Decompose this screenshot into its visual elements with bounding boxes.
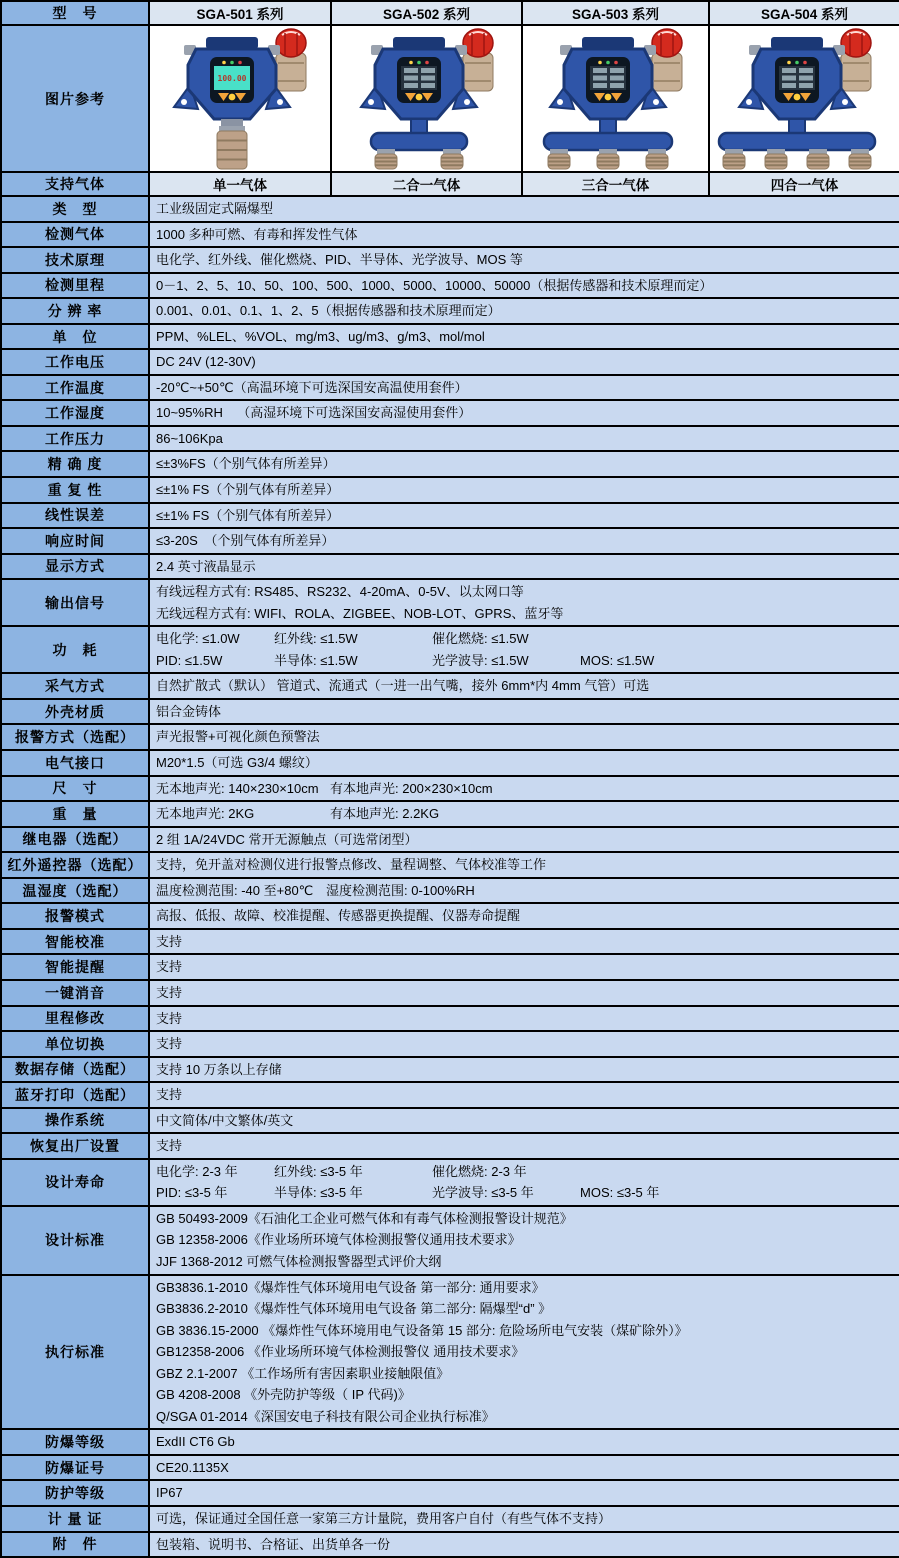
spec-row-unit (1, 324, 899, 350)
row-value-response-time: ≤3-20S （个别气体有所差异） (149, 528, 899, 554)
spec-row-dimensions (1, 776, 899, 802)
spec-row-output-signal (1, 579, 899, 626)
gas-type-4in1: 四合一气体 (709, 172, 899, 196)
row-label-metrology-cert: 计 量 证 (1, 1506, 149, 1532)
row-label-ir-remote-optional: 红外遥控器（选配） (1, 852, 149, 878)
row-value-execution-standards: GB3836.1-2010《爆炸性气体环境用电气设备 第一部分: 通用要求》 GB3836.2-2010《爆炸性气体环境用电气设备 第二部分: 隔爆型“d” 》 GB 3836.15-2000 《爆炸性气体环境用电气设备第 15 部分: 危险场所电气安装（煤矿除外）》 GB12358-2006 《作业场所环境气体检测报警仪 通用技术要求》 GBZ 2.1-2007 《工作场所有害因素职业接触限值》 GB 4208-2008 《外壳防护等级（ IP 代码)》 Q/SGA 01-2014《深国安电子科技有限公司企业执行标准》 (149, 1275, 899, 1430)
row-value-ir-remote-optional: 支持，免开盖对检测仪进行报警点修改、量程调整、气体校准等工作 (149, 852, 899, 878)
spec-row-principle (1, 247, 899, 273)
row-label-unit-switch: 单位切换 (1, 1031, 149, 1057)
row-value-accessories: 包装箱、说明书、合格证、出货单各一份 (149, 1532, 899, 1558)
row-value-explosion-proof-grade: ExdII CT6 Gb (149, 1429, 899, 1455)
row-value-display: 2.4 英寸液晶显示 (149, 554, 899, 580)
spec-row-smart-calibration (1, 929, 899, 955)
row-value-range: 0－1、2、5、10、50、100、500、1000、5000、10000、50000（根据传感器和技术原理而定） (149, 273, 899, 299)
row-label-range-modify: 里程修改 (1, 1006, 149, 1032)
row-label-factory-reset: 恢复出厂设置 (1, 1133, 149, 1159)
row-label-protection-grade: 防护等级 (1, 1480, 149, 1506)
spec-row-alarm-mode-optional (1, 724, 899, 750)
device-image-sga-503 (528, 27, 704, 170)
row-value-dimensions: 无本地声光: 140×230×10cm 有本地声光: 200×230×10cm (149, 776, 899, 802)
spec-row-accessories (1, 1532, 899, 1558)
row-value-pressure: 86~106Kpa (149, 426, 899, 452)
device-cell-sga-502 (331, 25, 522, 172)
row-label-design-standards: 设计标准 (1, 1206, 149, 1275)
spec-row-execution-standards (1, 1275, 899, 1430)
row-value-humidity: 10~95%RH （高湿环境下可选深国安高湿使用套件） (149, 400, 899, 426)
row-value-resolution: 0.001、0.01、0.1、1、2、5（根据传感器和技术原理而定） (149, 298, 899, 324)
spec-row-data-storage-optional (1, 1057, 899, 1083)
top-rows (1, 1, 899, 196)
row-value-one-key-mute: 支持 (149, 980, 899, 1006)
row-label-repeatability: 重 复 性 (1, 477, 149, 503)
row-label-weight: 重 量 (1, 801, 149, 827)
gas-type-2in1: 二合一气体 (331, 172, 522, 196)
device-cell-sga-503 (522, 25, 709, 172)
spec-row-weight (1, 801, 899, 827)
spec-row-relay-optional (1, 827, 899, 853)
row-label-range: 检测里程 (1, 273, 149, 299)
device-image-sga-504 (717, 27, 893, 170)
image-row (1, 25, 899, 172)
row-label-accessories: 附 件 (1, 1532, 149, 1558)
row-label-gas: 支持气体 (1, 172, 149, 196)
row-value-unit: PPM、%LEL、%VOL、mg/m3、ug/m3、g/m3、mol/mol (149, 324, 899, 350)
spec-row-housing (1, 699, 899, 725)
row-value-smart-reminder: 支持 (149, 954, 899, 980)
row-value-temperature: -20℃~+50℃（高温环境下可选深国安高温使用套件） (149, 375, 899, 401)
row-value-alarm-modes: 高报、低报、故障、校准提醒、传感器更换提醒、仪器寿命提醒 (149, 903, 899, 929)
spec-row-ir-remote-optional (1, 852, 899, 878)
device-cell-sga-501 (149, 25, 331, 172)
gas-row (1, 172, 899, 196)
row-label-alarm-modes: 报警模式 (1, 903, 149, 929)
svg-text:100.00: 100.00 (217, 74, 247, 83)
row-value-sampling: 自然扩散式（默认） 管道式、流通式（一进一出气嘴，接外 6mm*内 4mm 气管）可选 (149, 673, 899, 699)
model-sga-501: SGA-501 系列 (149, 1, 331, 25)
row-value-factory-reset: 支持 (149, 1133, 899, 1159)
row-label-image: 图片参考 (1, 25, 149, 172)
row-label-unit: 单 位 (1, 324, 149, 350)
device-image-sga-501 (152, 27, 328, 170)
row-value-output-signal: 有线远程方式有: RS485、RS232、4-20mA、0-5V、以太网口等 无线远程方式有: WIFI、ROLA、ZIGBEE、NOB-LOT、GPRS、蓝牙等 (149, 579, 899, 626)
gas-type-3in1: 三合一气体 (522, 172, 709, 196)
row-value-weight: 无本地声光: 2KG 有本地声光: 2.2KG (149, 801, 899, 827)
row-label-voltage: 工作电压 (1, 349, 149, 375)
row-label-response-time: 响应时间 (1, 528, 149, 554)
model-sga-503: SGA-503 系列 (522, 1, 709, 25)
row-value-explosion-proof-cert: CE20.1135X (149, 1455, 899, 1481)
spec-row-smart-reminder (1, 954, 899, 980)
row-label-power-consumption: 功 耗 (1, 626, 149, 673)
row-value-bluetooth-print-optional: 支持 (149, 1082, 899, 1108)
row-label-sampling: 采气方式 (1, 673, 149, 699)
row-label-model: 型 号 (1, 1, 149, 25)
spec-row-factory-reset (1, 1133, 899, 1159)
spec-row-detect-gas (1, 222, 899, 248)
spec-row-voltage (1, 349, 899, 375)
row-value-housing: 铝合金铸体 (149, 699, 899, 725)
row-label-explosion-proof-grade: 防爆等级 (1, 1429, 149, 1455)
row-label-principle: 技术原理 (1, 247, 149, 273)
spec-row-unit-switch (1, 1031, 899, 1057)
spec-row-response-time (1, 528, 899, 554)
spec-row-alarm-modes (1, 903, 899, 929)
row-label-one-key-mute: 一键消音 (1, 980, 149, 1006)
spec-row-pressure (1, 426, 899, 452)
row-label-temp-humidity-optional: 温湿度（选配） (1, 878, 149, 904)
row-value-metrology-cert: 可选，保证通过全国任意一家第三方计量院，费用客户自付（有些气体不支持） (149, 1506, 899, 1532)
row-value-design-life: 电化学: 2-3 年 红外线: ≤3-5 年 催化燃烧: 2-3 年 PID: ≤3-5 年 半导体: ≤3-5 年 光学波导: ≤3-5 年 MOS: ≤3-5 年 (149, 1159, 899, 1206)
spec-row-metrology-cert (1, 1506, 899, 1532)
row-value-data-storage-optional: 支持 10 万条以上存储 (149, 1057, 899, 1083)
row-value-repeatability: ≤±1% FS（个别气体有所差异） (149, 477, 899, 503)
spec-row-range (1, 273, 899, 299)
spec-row-explosion-proof-cert (1, 1455, 899, 1481)
spec-row-sampling (1, 673, 899, 699)
spec-row-linearity (1, 503, 899, 529)
row-label-dimensions: 尺 寸 (1, 776, 149, 802)
model-header-row (1, 1, 899, 25)
spec-row-type (1, 196, 899, 222)
row-value-voltage: DC 24V (12-30V) (149, 349, 899, 375)
row-label-bluetooth-print-optional: 蓝牙打印（选配） (1, 1082, 149, 1108)
spec-row-power-consumption (1, 626, 899, 673)
row-label-execution-standards: 执行标准 (1, 1275, 149, 1430)
gas-type-single: 单一气体 (149, 172, 331, 196)
row-value-electrical-interface: M20*1.5（可选 G3/4 螺纹） (149, 750, 899, 776)
spec-row-os (1, 1108, 899, 1134)
row-label-display: 显示方式 (1, 554, 149, 580)
row-label-data-storage-optional: 数据存储（选配） (1, 1057, 149, 1083)
row-label-resolution: 分 辨 率 (1, 298, 149, 324)
spec-row-temp-humidity-optional (1, 878, 899, 904)
model-sga-504: SGA-504 系列 (709, 1, 899, 25)
row-value-accuracy: ≤±3%FS（个别气体有所差异） (149, 451, 899, 477)
spec-row-temperature (1, 375, 899, 401)
spec-row-resolution (1, 298, 899, 324)
row-value-type: 工业级固定式隔爆型 (149, 196, 899, 222)
row-label-electrical-interface: 电气接口 (1, 750, 149, 776)
row-value-linearity: ≤±1% FS（个别气体有所差异） (149, 503, 899, 529)
row-label-housing: 外壳材质 (1, 699, 149, 725)
row-value-power-consumption: 电化学: ≤1.0W 红外线: ≤1.5W 催化燃烧: ≤1.5W PID: ≤1.5W 半导体: ≤1.5W 光学波导: ≤1.5W MOS: ≤1.5W (149, 626, 899, 673)
row-label-linearity: 线性误差 (1, 503, 149, 529)
device-image-sga-502 (339, 27, 515, 170)
row-value-unit-switch: 支持 (149, 1031, 899, 1057)
row-value-design-standards: GB 50493-2009《石油化工企业可燃气体和有毒气体检测报警设计规范》 GB 12358-2006《作业场所环境气体检测报警仪通用技术要求》 JJF 1368-2012 可燃气体检测报警器型式评价大纲 (149, 1206, 899, 1275)
row-label-relay-optional: 继电器（选配） (1, 827, 149, 853)
spec-row-range-modify (1, 1006, 899, 1032)
spec-row-bluetooth-print-optional (1, 1082, 899, 1108)
spec-row-design-life (1, 1159, 899, 1206)
row-label-pressure: 工作压力 (1, 426, 149, 452)
row-label-explosion-proof-cert: 防爆证号 (1, 1455, 149, 1481)
row-value-os: 中文简体/中文繁体/英文 (149, 1108, 899, 1134)
row-value-principle: 电化学、红外线、催化燃烧、PID、半导体、光学波导、MOS 等 (149, 247, 899, 273)
spec-row-protection-grade (1, 1480, 899, 1506)
spec-row-repeatability (1, 477, 899, 503)
model-sga-502: SGA-502 系列 (331, 1, 522, 25)
row-label-output-signal: 输出信号 (1, 579, 149, 626)
row-label-detect-gas: 检测气体 (1, 222, 149, 248)
spec-rows (1, 196, 899, 1557)
row-value-temp-humidity-optional: 温度检测范围: -40 至+80℃ 湿度检测范围: 0-100%RH (149, 878, 899, 904)
row-label-type: 类 型 (1, 196, 149, 222)
spec-row-design-standards (1, 1206, 899, 1275)
row-label-alarm-mode-optional: 报警方式（选配） (1, 724, 149, 750)
spec-row-one-key-mute (1, 980, 899, 1006)
row-value-protection-grade: IP67 (149, 1480, 899, 1506)
row-label-os: 操作系统 (1, 1108, 149, 1134)
row-label-temperature: 工作温度 (1, 375, 149, 401)
row-label-smart-calibration: 智能校准 (1, 929, 149, 955)
row-value-smart-calibration: 支持 (149, 929, 899, 955)
row-label-smart-reminder: 智能提醒 (1, 954, 149, 980)
row-value-range-modify: 支持 (149, 1006, 899, 1032)
spec-row-humidity (1, 400, 899, 426)
device-cell-sga-504 (709, 25, 899, 172)
spec-row-electrical-interface (1, 750, 899, 776)
spec-row-display (1, 554, 899, 580)
row-label-humidity: 工作湿度 (1, 400, 149, 426)
spec-row-explosion-proof-grade (1, 1429, 899, 1455)
row-value-alarm-mode-optional: 声光报警+可视化颜色预警法 (149, 724, 899, 750)
row-value-relay-optional: 2 组 1A/24VDC 常开无源触点（可选常闭型） (149, 827, 899, 853)
spec-row-accuracy (1, 451, 899, 477)
row-value-detect-gas: 1000 多种可燃、有毒和挥发性气体 (149, 222, 899, 248)
row-label-design-life: 设计寿命 (1, 1159, 149, 1206)
row-label-accuracy: 精 确 度 (1, 451, 149, 477)
